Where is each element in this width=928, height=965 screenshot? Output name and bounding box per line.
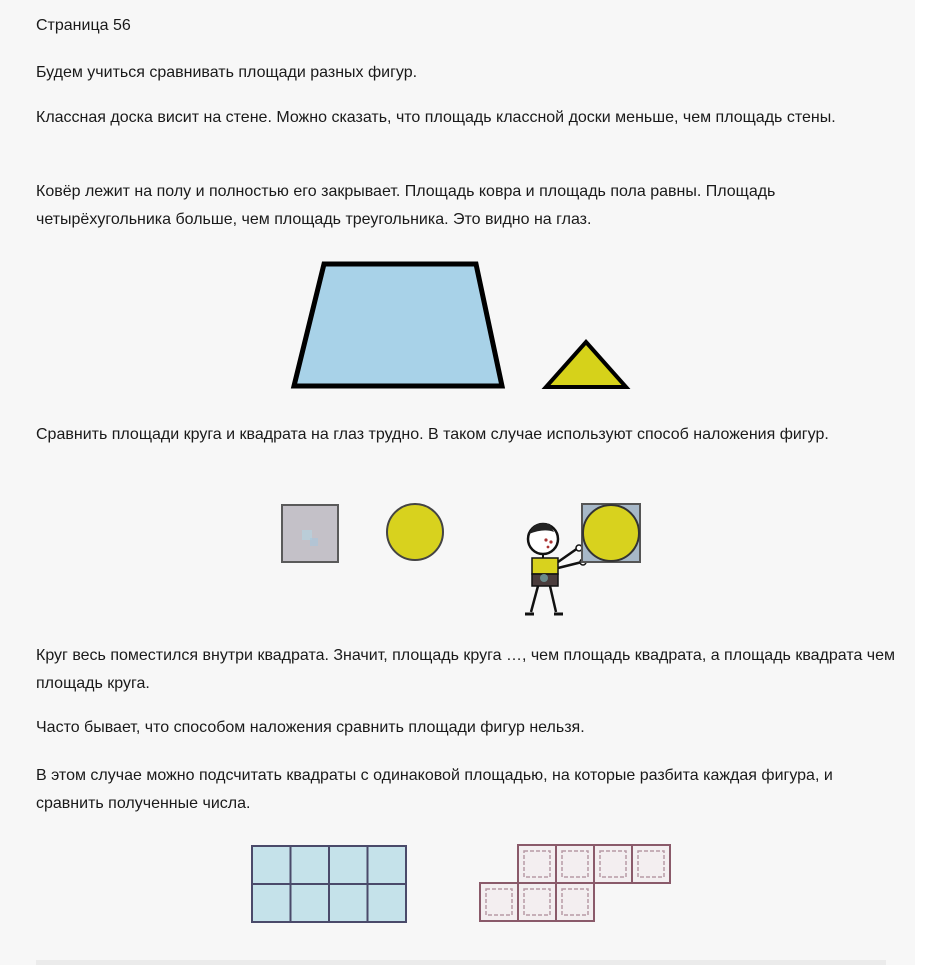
paragraph-1: Будем учиться сравнивать площади разных фигур. [36, 64, 418, 81]
grid-cell [329, 884, 368, 922]
grid-cell [368, 884, 407, 922]
trapezoid-shape [294, 264, 502, 386]
tile-cell [594, 845, 632, 883]
circle-on-square-overlay [582, 504, 640, 562]
tile-cell [480, 883, 518, 921]
paragraph-7: В этом случае можно подсчитать квадраты с одинаковой площадью, на которые разбита каждая фигура, и сравнить полученные числа. [36, 767, 833, 812]
bottom-divider [36, 960, 886, 965]
square-shape [282, 505, 338, 562]
grid-cell [329, 846, 368, 884]
tile-cell [518, 845, 556, 883]
tile-shape [480, 845, 670, 921]
grid-cell [291, 846, 330, 884]
tile-cell [518, 883, 556, 921]
grid-cell [291, 884, 330, 922]
tile-cell [556, 845, 594, 883]
paragraph-6: Часто бывает, что способом наложения сравнить площади фигур нельзя. [36, 719, 585, 736]
grid-cell [252, 884, 291, 922]
grid-cell [368, 846, 407, 884]
paragraph-5: Круг весь поместился внутри квадрата. Значит, площадь круга …, чем площадь квадрата, а площадь квадрата чем площадь круга. [36, 647, 896, 692]
tile-cell [556, 883, 594, 921]
page-right-margin [915, 0, 928, 965]
overlay-illustration [278, 498, 648, 624]
boy-figure [525, 523, 586, 614]
page-heading: Страница 56 [36, 17, 131, 34]
paragraph-2: Классная доска висит на стене. Можно сказать, что площадь классной доски меньше, чем площадь стены. [36, 109, 836, 126]
trapezoid-triangle-illustration [288, 258, 636, 396]
rectangle-grid [252, 846, 406, 922]
grid-cell [252, 846, 291, 884]
paragraph-3: Ковёр лежит на полу и полностью его закрывает. Площадь ковра и площадь пола равны. Площадь четырёхугольника больше, чем площадь треугольника. Это видно на глаз. [36, 183, 776, 228]
circle-shape [387, 504, 443, 560]
triangle-shape [546, 342, 626, 387]
tile-cell [632, 845, 670, 883]
paragraph-4: Сравнить площади круга и квадрата на глаз трудно. В таком случае используют способ наложения фигур. [36, 426, 829, 443]
grid-comparison-illustration [248, 842, 678, 926]
